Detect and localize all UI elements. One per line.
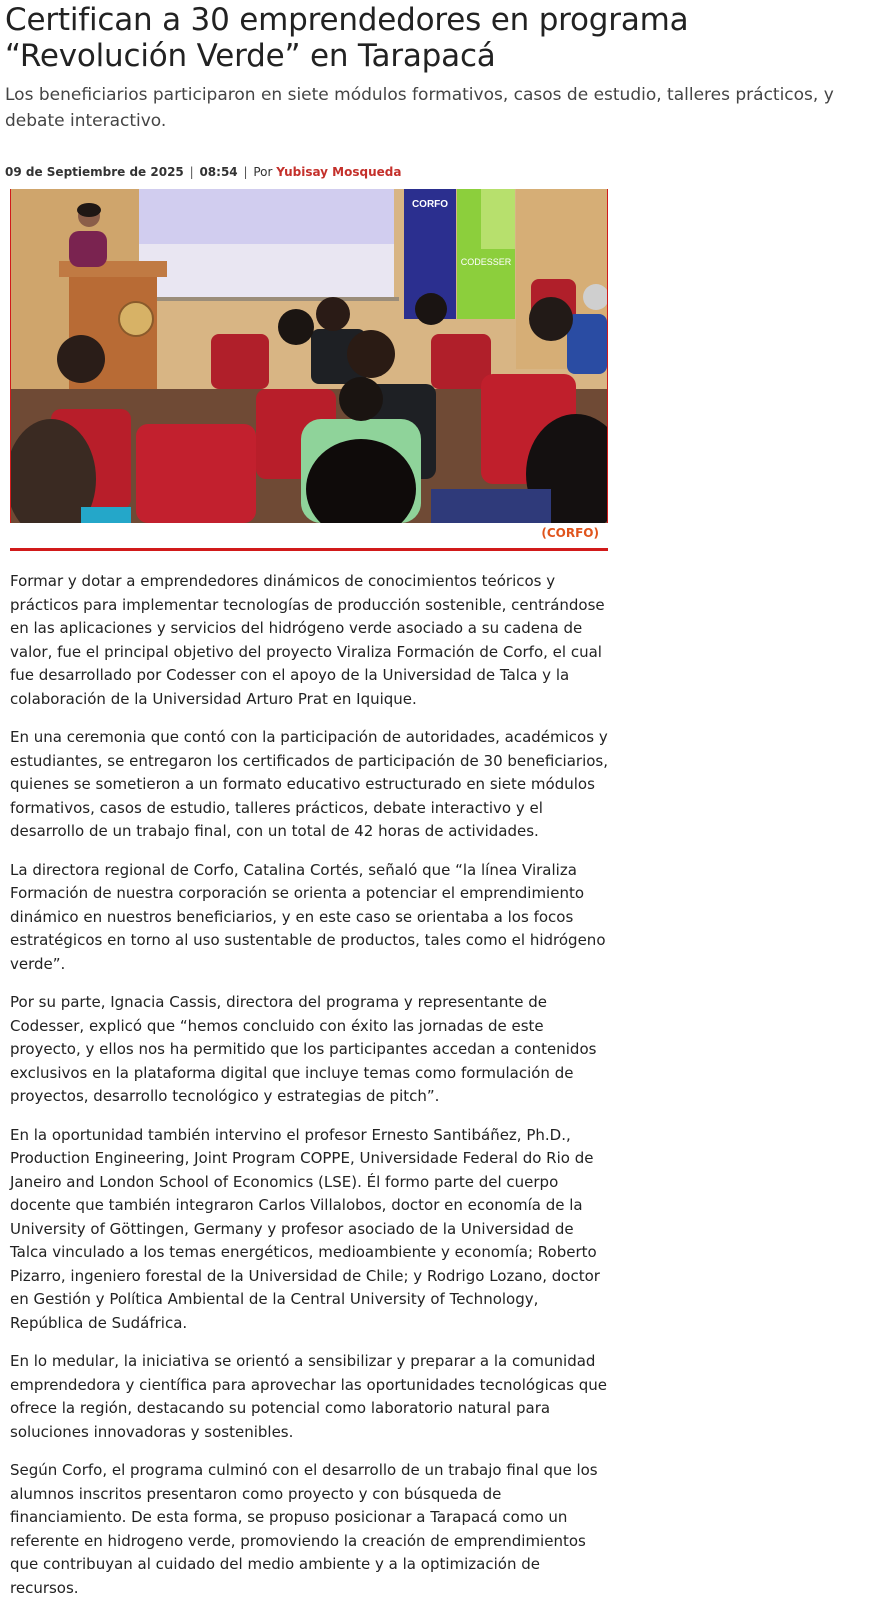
byline-prefix: Por	[253, 165, 273, 179]
chair	[431, 334, 491, 389]
attendee-head	[339, 377, 383, 421]
author-link[interactable]: Yubisay Mosqueda	[276, 165, 402, 179]
podium-seal	[119, 302, 153, 336]
chair	[211, 334, 269, 389]
publish-date: 09 de Septiembre de 2025	[5, 165, 184, 179]
corfo-banner-text: CORFO	[411, 199, 449, 210]
meta-separator: |	[239, 165, 252, 179]
attendee-head	[347, 330, 395, 378]
meta-separator: |	[185, 165, 198, 179]
attendee-head	[529, 297, 573, 341]
screen-glow	[139, 189, 394, 244]
attendee-jacket	[81, 507, 131, 523]
article-paragraph: En una ceremonia que contó con la participación de autoridades, académicos y estudiantes, se entregaron los certificados de participación de 30 beneficiarios, quienes se sometieron a un formato educativo estructurado en siete módulos formativos, casos de estudio, talleres prácticos, debate interactivo y el desarrollo de un trabajo final, con un total de 42 horas de actividades.	[10, 728, 609, 840]
article-body	[10, 570, 610, 1615]
byline	[5, 164, 889, 180]
chair	[567, 314, 607, 374]
attendee-head	[57, 335, 105, 383]
attendee-head	[278, 309, 314, 345]
article-paragraph: En lo medular, la iniciativa se orientó a sensibilizar y preparar a la comunidad emprendedora y científica para aprovechar las oportunidades tecnológicas que ofrece la región, destacando su potencial como laboratorio natural para soluciones innovadoras y sostenibles.	[10, 1352, 608, 1441]
attendee-head	[316, 297, 350, 331]
article-paragraph: En la oportunidad también intervino el profesor Ernesto Santibáñez, Ph.D., Production Engineering, Joint Program COPPE, Universidade Federal do Rio de Janeiro and London School of Economics (LSE). Él formo parte del cuerpo docente que también integraron Carlos Villalobos, doctor en economía de la University of Göttingen, Germany y profesor asociado de la Universidad de Talca vinculado a los temas energéticos, medioambiente y economía; Roberto Pizarro, ingeniero forestal de la Universidad de Chile; y Rodrigo Lozano, doctor en Gestión y Política Ambiental de la Central University of Technology, República de Sudáfrica.	[10, 1125, 600, 1332]
publish-time: 08:54	[199, 165, 238, 179]
codesser-banner-text: CODESSER	[460, 257, 512, 267]
article-paragraph: Por su parte, Ignacia Cassis, directora del programa y representante de Codesser, explicó que “hemos concluido con éxito las jornadas de este proyecto, y ellos nos ha permitido que los participantes accedan a contenidos exclusivos en la plataforma digital que incluye temas como formulación de proyectos, desarrollo tecnológico y estrategias de pitch”.	[10, 993, 597, 1105]
lead-photo[interactable]	[10, 189, 608, 523]
article-paragraph: Según Corfo, el programa culminó con el desarrollo de un trabajo final que los alumnos inscritos presentaron como proyecto y con búsqueda de financiamiento. De esta forma, se propuso posicionar a Tarapacá como un referente en hidrogeno verde, promoviendo la creación de emprendimientos que contribuyan al cuidado del medio ambiente y a la optimización de recursos.	[10, 1461, 598, 1597]
subtitle: Los beneficiarios participaron en siete módulos formativos, casos de estudio, talleres prácticos, y debate interactivo.	[5, 85, 834, 131]
chair	[136, 424, 256, 523]
speaker-body	[69, 231, 107, 267]
attendee-jacket	[431, 489, 551, 523]
headline: Certifican a 30 emprendedores en programa “Revolución Verde” en Tarapacá	[5, 2, 689, 74]
photo-caption: (CORFO)	[541, 526, 599, 540]
event-photo-illustration	[11, 189, 607, 523]
screen-frame	[135, 297, 399, 301]
speaker-hair	[77, 203, 101, 217]
article-paragraph: Formar y dotar a emprendedores dinámicos de conocimientos teóricos y prácticos para implementar tecnologías de producción sostenible, centrándose en las aplicaciones y servicios del hidrógeno verde asociado a su cadena de valor, fue el principal objetivo del proyecto Viraliza Formación de Corfo, el cual fue desarrollado por Codesser con el apoyo de la Universidad de Talca y la colaboración de la Universidad Arturo Prat en Iquique.	[10, 572, 605, 708]
attendee-head	[415, 293, 447, 325]
lead-figure	[10, 189, 608, 551]
article-paragraph: La directora regional de Corfo, Catalina Cortés, señaló que “la línea Viraliza Formación de nuestra corporación se orienta a potenciar el emprendimiento dinámico en nuestros beneficiarios, y en este caso se orientaba a los focos estratégicos en torno al uso sustentable de productos, tales como el hidrógeno verde”.	[10, 860, 606, 973]
codesser-banner-accent	[481, 189, 515, 249]
